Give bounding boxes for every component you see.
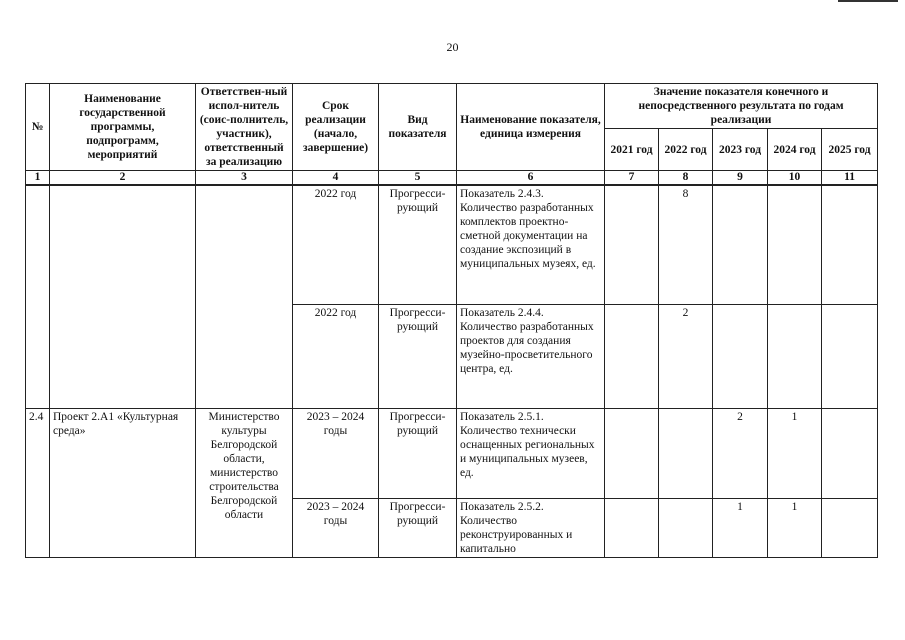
row-type: Прогресси-рующий	[379, 304, 457, 408]
value-2022: 2	[659, 304, 713, 408]
header-values-group: Значение показателя конечного и непосредственного результата по годам реализации	[605, 84, 878, 129]
table-row	[26, 185, 878, 304]
value-2024: 1	[768, 498, 822, 557]
value-2023	[713, 304, 768, 408]
column-number: 9	[713, 171, 768, 186]
value-2025	[822, 498, 878, 557]
value-2022	[659, 498, 713, 557]
row-type: Прогресси-рующий	[379, 498, 457, 557]
row-indicator: Показатель 2.5.1. Количество технически оснащенных региональных и муниципальных музеев, ед.	[457, 408, 605, 498]
header-year-2025: 2025 год	[822, 129, 878, 171]
table-row	[26, 408, 878, 498]
column-number: 10	[768, 171, 822, 186]
header-executor: Ответствен-ный испол-нитель (соис-полнитель, участник), ответственный за реализацию	[196, 84, 293, 171]
row-type: Прогресси-рующий	[379, 408, 457, 498]
value-2021	[605, 498, 659, 557]
indicators-table	[25, 83, 878, 558]
project-executor: Министерство культуры Белгородской области, министерство строительства Белгородской области	[196, 408, 293, 557]
value-2021	[605, 408, 659, 498]
header-no: №	[26, 84, 50, 171]
header-indicator-name: Наименование показателя, единица измерения	[457, 84, 605, 171]
value-2021	[605, 304, 659, 408]
value-2024	[768, 304, 822, 408]
column-number: 4	[293, 171, 379, 186]
value-2025	[822, 408, 878, 498]
row-indicator: Показатель 2.5.2. Количество реконструированных и капитально	[457, 498, 605, 557]
value-2021	[605, 185, 659, 304]
header-year-2022: 2022 год	[659, 129, 713, 171]
value-2023	[713, 185, 768, 304]
page-number: 20	[446, 40, 459, 54]
row-term: 2022 год	[293, 185, 379, 304]
header-year-2023: 2023 год	[713, 129, 768, 171]
column-number: 3	[196, 171, 293, 186]
column-number: 8	[659, 171, 713, 186]
column-number: 11	[822, 171, 878, 186]
row-executor-empty	[196, 185, 293, 408]
column-numbers-row	[26, 171, 878, 186]
row-term: 2023 – 2024 годы	[293, 498, 379, 557]
value-2022: 8	[659, 185, 713, 304]
row-term: 2022 год	[293, 304, 379, 408]
row-program-empty	[50, 185, 196, 408]
column-number: 5	[379, 171, 457, 186]
value-2023: 1	[713, 498, 768, 557]
value-2025	[822, 185, 878, 304]
value-2024	[768, 185, 822, 304]
project-no: 2.4	[26, 408, 50, 557]
row-no-empty	[26, 185, 50, 408]
value-2025	[822, 304, 878, 408]
project-name: Проект 2.А1 «Культурная среда»	[50, 408, 196, 557]
header-indicator-type: Вид показателя	[379, 84, 457, 171]
header-year-2021: 2021 год	[605, 129, 659, 171]
column-number: 1	[26, 171, 50, 186]
row-term: 2023 – 2024 годы	[293, 408, 379, 498]
column-number: 2	[50, 171, 196, 186]
value-2022	[659, 408, 713, 498]
top-edge-line	[838, 0, 898, 2]
row-indicator: Показатель 2.4.4. Количество разработанных проектов для создания музейно-просветительного центра, ед.	[457, 304, 605, 408]
row-type: Прогресси-рующий	[379, 185, 457, 304]
header-year-2024: 2024 год	[768, 129, 822, 171]
header-program-name: Наименование государственной программы, подпрограмм, мероприятий	[50, 84, 196, 171]
column-number: 6	[457, 171, 605, 186]
header-term: Срок реализации (начало, завершение)	[293, 84, 379, 171]
row-indicator: Показатель 2.4.3. Количество разработанных комплектов проектно-сметной документации на создание экспозиций в муниципальных музеях, ед.	[457, 185, 605, 304]
value-2024: 1	[768, 408, 822, 498]
column-number: 7	[605, 171, 659, 186]
value-2023: 2	[713, 408, 768, 498]
